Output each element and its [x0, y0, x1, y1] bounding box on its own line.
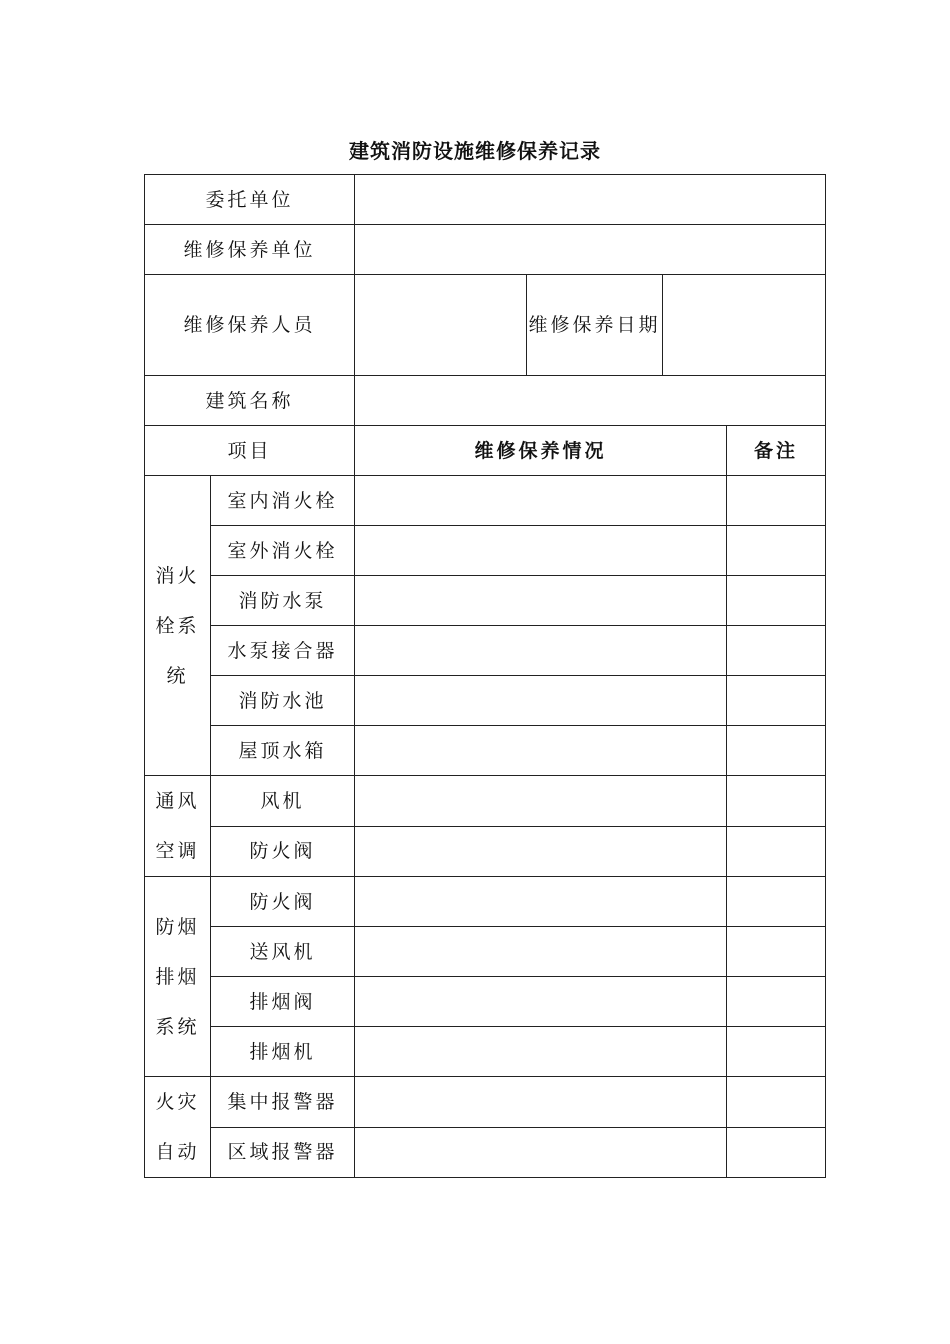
- remark-cell[interactable]: [727, 826, 826, 877]
- group-label-fire-alarm: 火灾自动: [145, 1077, 211, 1178]
- table-row: [145, 927, 826, 977]
- client-row: [145, 175, 826, 225]
- maintainer-label: 维修保养单位: [145, 225, 355, 275]
- status-cell[interactable]: [355, 1027, 727, 1077]
- item-label: 集中报警器: [211, 1077, 355, 1128]
- table-row: [145, 776, 826, 827]
- date-field[interactable]: [663, 275, 826, 376]
- status-cell[interactable]: [355, 526, 727, 576]
- remark-cell[interactable]: [727, 927, 826, 977]
- table-row: [145, 476, 826, 526]
- status-cell[interactable]: [355, 977, 727, 1027]
- remark-cell[interactable]: [727, 626, 826, 676]
- remark-cell[interactable]: [727, 1077, 826, 1128]
- document-title: 建筑消防设施维修保养记录: [349, 139, 601, 163]
- remark-cell[interactable]: [727, 676, 826, 726]
- status-cell[interactable]: [355, 576, 727, 626]
- remark-cell[interactable]: [727, 1127, 826, 1178]
- status-cell[interactable]: [355, 726, 727, 776]
- maintainer-row: [145, 225, 826, 275]
- table-row: [145, 526, 826, 576]
- group-label-hvac: 通风空调: [145, 776, 211, 877]
- remark-cell[interactable]: [727, 877, 826, 927]
- status-cell[interactable]: [355, 927, 727, 977]
- status-cell[interactable]: [355, 1077, 727, 1128]
- remark-cell[interactable]: [727, 576, 826, 626]
- status-cell[interactable]: [355, 476, 727, 526]
- group-label-smoke-control: 防烟排烟系统: [145, 877, 211, 1077]
- remark-cell[interactable]: [727, 776, 826, 827]
- status-cell[interactable]: [355, 877, 727, 927]
- table-row: [145, 626, 826, 676]
- table-row: [145, 676, 826, 726]
- status-cell[interactable]: [355, 776, 727, 827]
- item-label: 排烟阀: [211, 977, 355, 1027]
- item-label: 室内消火栓: [211, 476, 355, 526]
- maintenance-record-table: [144, 174, 826, 1178]
- client-label: 委托单位: [145, 175, 355, 225]
- maintainer-field[interactable]: [355, 225, 826, 275]
- status-cell[interactable]: [355, 1127, 727, 1178]
- building-label: 建筑名称: [145, 376, 355, 426]
- staff-field[interactable]: [355, 275, 527, 376]
- item-label: 室外消火栓: [211, 526, 355, 576]
- remark-column-header: 备注: [727, 426, 826, 476]
- table-row: [145, 977, 826, 1027]
- status-cell[interactable]: [355, 826, 727, 877]
- item-label: 防火阀: [211, 877, 355, 927]
- item-label: 防火阀: [211, 826, 355, 877]
- remark-cell[interactable]: [727, 476, 826, 526]
- date-label: 维修保养日期: [527, 275, 663, 376]
- item-label: 风机: [211, 776, 355, 827]
- table-row: [145, 726, 826, 776]
- item-label: 区域报警器: [211, 1127, 355, 1178]
- remark-cell[interactable]: [727, 726, 826, 776]
- table-row: [145, 877, 826, 927]
- item-column-header: 项目: [145, 426, 355, 476]
- staff-label: 维修保养人员: [145, 275, 355, 376]
- item-label: 消防水泵: [211, 576, 355, 626]
- table-row: [145, 1077, 826, 1128]
- building-field[interactable]: [355, 376, 826, 426]
- item-label: 排烟机: [211, 1027, 355, 1077]
- remark-cell[interactable]: [727, 977, 826, 1027]
- table-row: [145, 1127, 826, 1178]
- group-label-hydrant-system: 消火栓系统: [145, 476, 211, 776]
- item-label: 送风机: [211, 927, 355, 977]
- column-header-row: [145, 426, 826, 476]
- table-row: [145, 1027, 826, 1077]
- status-column-header: 维修保养情况: [355, 426, 727, 476]
- staff-date-row: [145, 275, 826, 376]
- table-row: [145, 826, 826, 877]
- item-label: 消防水池: [211, 676, 355, 726]
- status-cell[interactable]: [355, 676, 727, 726]
- building-row: [145, 376, 826, 426]
- remark-cell[interactable]: [727, 526, 826, 576]
- item-label: 水泵接合器: [211, 626, 355, 676]
- status-cell[interactable]: [355, 626, 727, 676]
- item-label: 屋顶水箱: [211, 726, 355, 776]
- remark-cell[interactable]: [727, 1027, 826, 1077]
- client-field[interactable]: [355, 175, 826, 225]
- table-row: [145, 576, 826, 626]
